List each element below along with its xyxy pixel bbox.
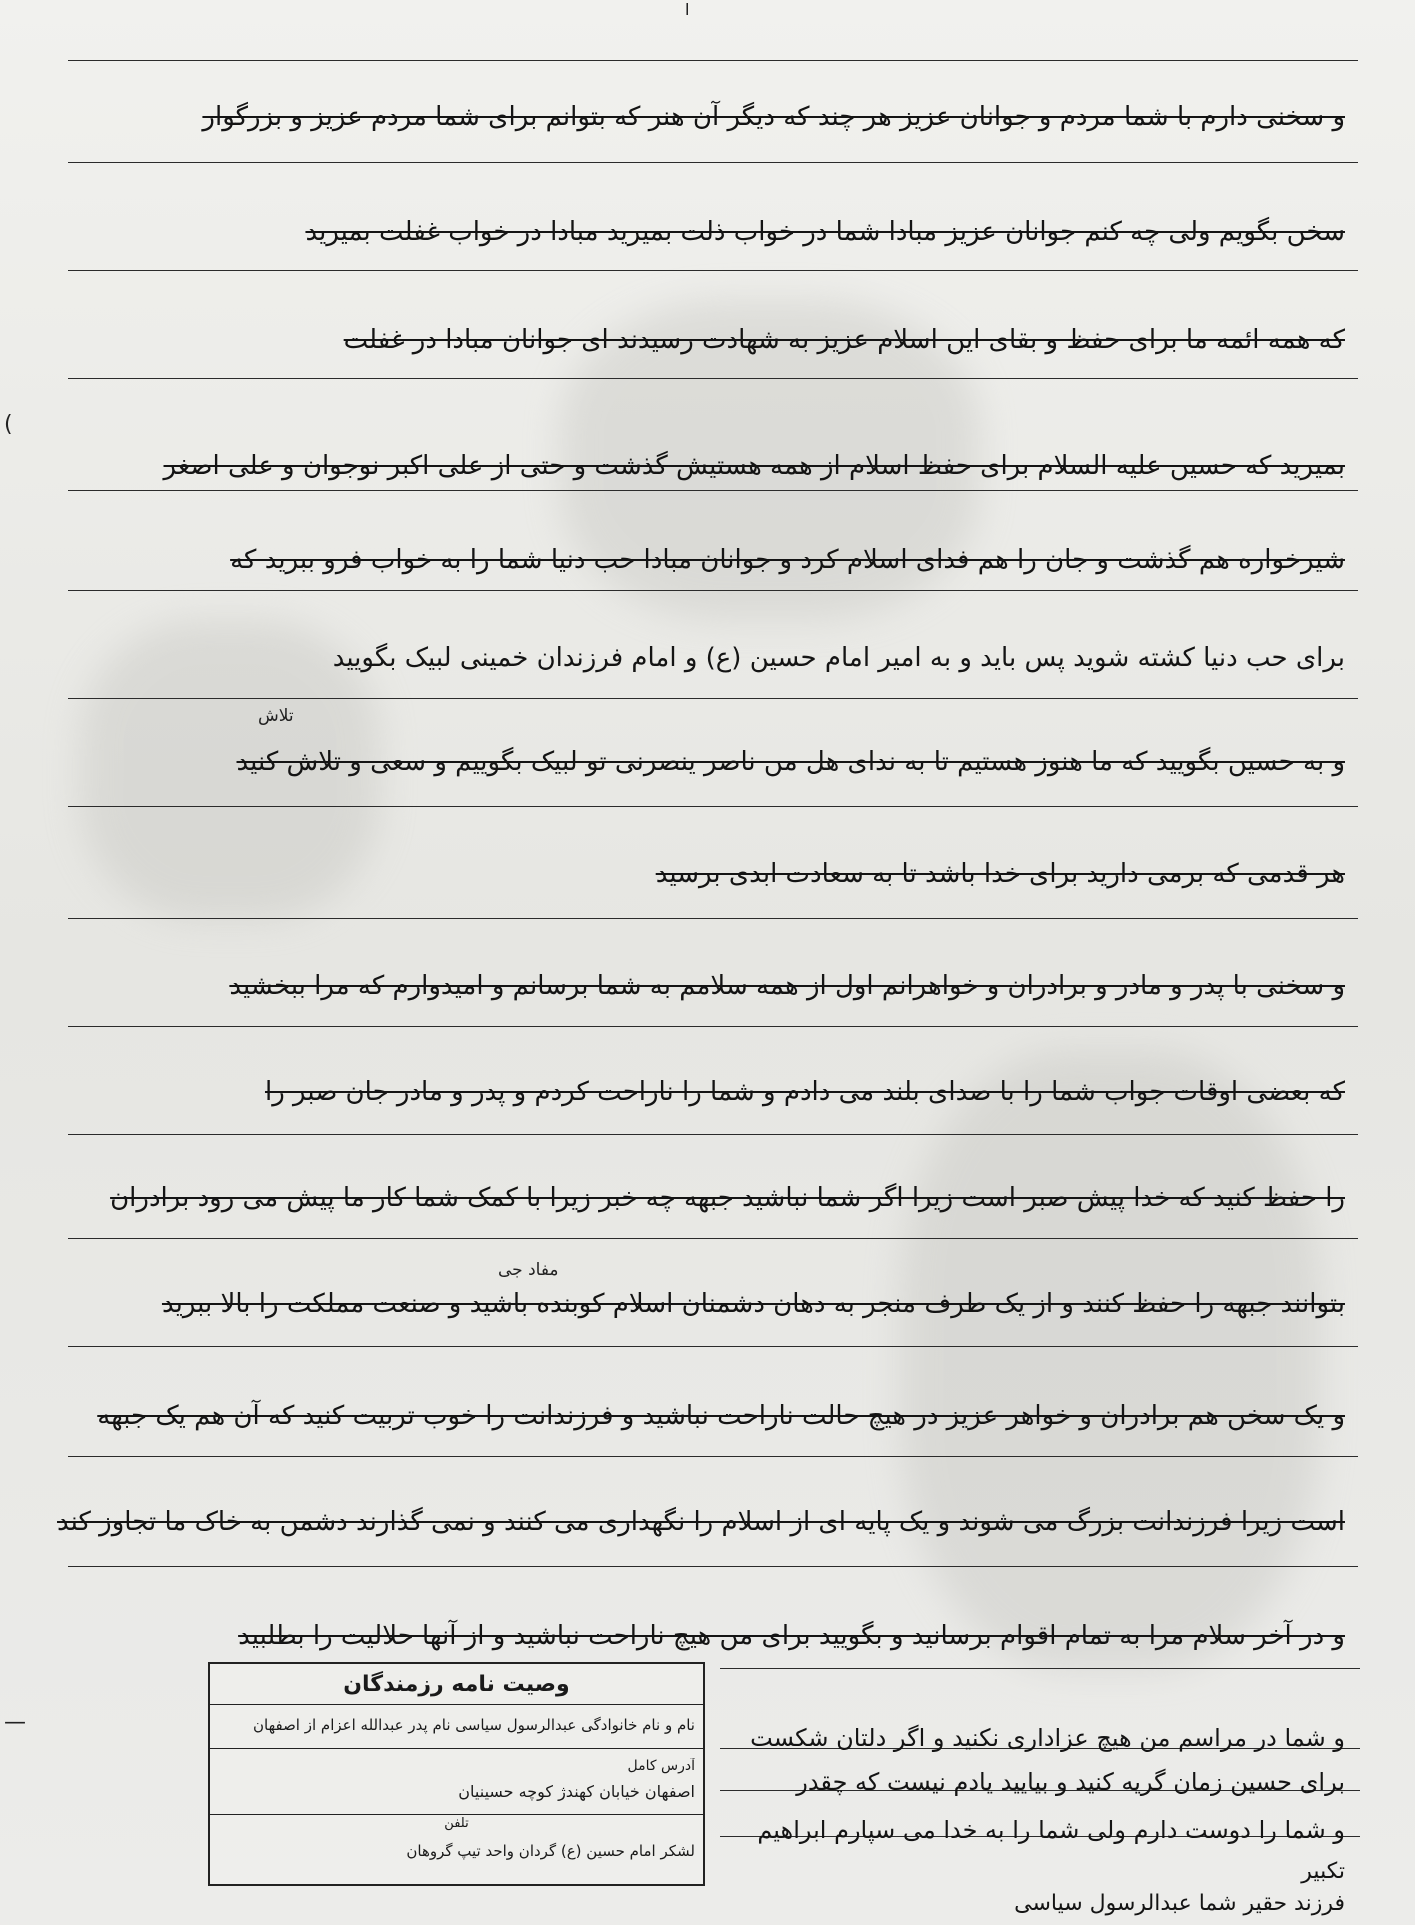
handwritten-line: که بعضی اوقات جواب شما را با صدای بلند می دادم و شما را ناراحت کردم و پدر و مادر جان صبر را	[264, 1077, 1345, 1107]
show-through-blotch	[900, 1050, 1320, 1670]
handwritten-line: برای حسین زمان گریه کنید و بیایید یادم نیست که چقدر	[796, 1768, 1345, 1796]
ruled-line	[68, 1026, 1358, 1027]
ruled-line	[68, 590, 1358, 591]
handwritten-line: سخن بگویم ولی چه کنم جوانان عزیز مبادا شما در خواب ذلت بمیرید مبادا در خواب غفلت بمیرید	[305, 217, 1345, 247]
ruled-line	[68, 698, 1358, 699]
handwritten-line: بتوانند جبهه را حفظ کنند و از یک طرف منجر به دهان دشمنان اسلام کوبنده باشید و صنعت مملکت را بالا ببرید	[161, 1289, 1345, 1319]
stamp-divider	[210, 1704, 703, 1705]
handwritten-line: و یک سخن هم برادران و خواهر عزیز در هیچ حالت ناراحت نباشید و فرزندانت را خوب تربیت کنید که آن هم یک جبهه	[97, 1401, 1345, 1431]
handwritten-line: که همه ائمه ما برای حفظ و بقای این اسلام عزیز به شهادت رسیدند ای جوانان مبادا در غفلت	[343, 325, 1345, 355]
stamp-address-row: اصفهان خیابان کهندژ کوچه حسینیان	[458, 1782, 695, 1801]
handwritten-line: تکبیر	[1301, 1859, 1345, 1884]
ruled-line	[68, 1566, 1358, 1567]
handwritten-line: را حفظ کنید که خدا پیش صبر است زیرا اگر شما نباشید جبهه چه خبر زیرا با کمک شما کار ما پیش می رود برادران	[110, 1183, 1345, 1213]
stamp-title: وصیت نامه رزمندگان	[343, 1672, 570, 1697]
ruled-line	[68, 806, 1358, 807]
will-stamp-box	[208, 1662, 705, 1886]
margin-note: مفاد جی	[498, 1260, 559, 1280]
margin-note: تلاش	[258, 706, 294, 726]
ruled-line	[68, 270, 1358, 271]
signature-line: فرزند حقیر شما عبدالرسول سیاسی	[1014, 1891, 1345, 1916]
ruled-line	[68, 60, 1358, 61]
handwritten-line: و سخنی دارم با شما مردم و جوانان عزیز هر چند که دیگر آن هنر که بتوانم برای شما مردم عزیز و بزرگوار	[202, 102, 1345, 132]
ruled-line	[68, 490, 1358, 491]
handwritten-line: و شما در مراسم من هیچ عزاداری نکنید و اگر دلتان شکست	[750, 1724, 1345, 1752]
handwritten-line: و سخنی با پدر و مادر و برادران و خواهرانم اول از همه سلامم به شما برسانم و امیدوارم که مرا ببخشید	[229, 971, 1345, 1001]
edge-mark: (	[4, 412, 13, 437]
handwritten-line: است زیرا فرزندانت بزرگ می شوند و یک پایه ای از اسلام را نگهداری می کنند و نمی گذارند دشمن به خاک ما تجاوز کند	[57, 1507, 1345, 1537]
ruled-line	[68, 1134, 1358, 1135]
handwritten-line: و شما را دوست دارم ولی شما را به خدا می سپارم ابراهیم	[757, 1816, 1345, 1844]
stamp-name-row: نام و نام خانوادگی عبدالرسول سیاسی نام پدر عبدالله اعزام از اصفهان	[252, 1716, 695, 1734]
stamp-divider	[210, 1748, 703, 1749]
ruled-line	[68, 1238, 1358, 1239]
handwritten-line: بمیرید که حسین علیه السلام برای حفظ اسلام از همه هستیش گذشت و حتی از علی اکبر نوجوان و علی اصغر	[163, 451, 1345, 481]
stamp-address-label: آدرس کامل	[627, 1758, 695, 1774]
ruled-line	[68, 1346, 1358, 1347]
ruled-line	[68, 918, 1358, 919]
stamp-phone-label: تلفن	[444, 1816, 469, 1831]
top-mark: ا	[685, 0, 690, 19]
handwritten-line: هر قدمی که برمی دارید برای خدا باشد تا به سعادت ابدی برسید	[655, 859, 1345, 889]
handwritten-line: و به حسین بگویید که ما هنوز هستیم تا به ندای هل من ناصر ینصرنی تو لبیک بگوییم و سعی و تلاش کنید	[236, 747, 1345, 777]
stamp-unit-row: لشکر امام حسین (ع) گردان واحد تیپ گروهان	[406, 1842, 695, 1860]
ruled-line	[68, 1456, 1358, 1457]
ruled-line	[68, 162, 1358, 163]
handwritten-line: شیرخواره هم گذشت و جان را هم فدای اسلام کرد و جوانان مبادا حب دنیا شما را به خواب فرو ببرید که	[230, 545, 1345, 575]
edge-mark: —	[4, 1710, 26, 1735]
ruled-line	[720, 1668, 1360, 1669]
handwritten-line: برای حب دنیا کشته شوید پس باید و به امیر امام حسین (ع) و امام فرزندان خمینی لبیک بگویید	[332, 643, 1345, 673]
ruled-line	[68, 378, 1358, 379]
stamp-divider	[210, 1814, 703, 1815]
handwritten-line: و در آخر سلام مرا به تمام اقوام برسانید و بگویید برای من هیچ ناراحت نباشید و از آنها حلالیت را بطلبید	[238, 1621, 1345, 1651]
